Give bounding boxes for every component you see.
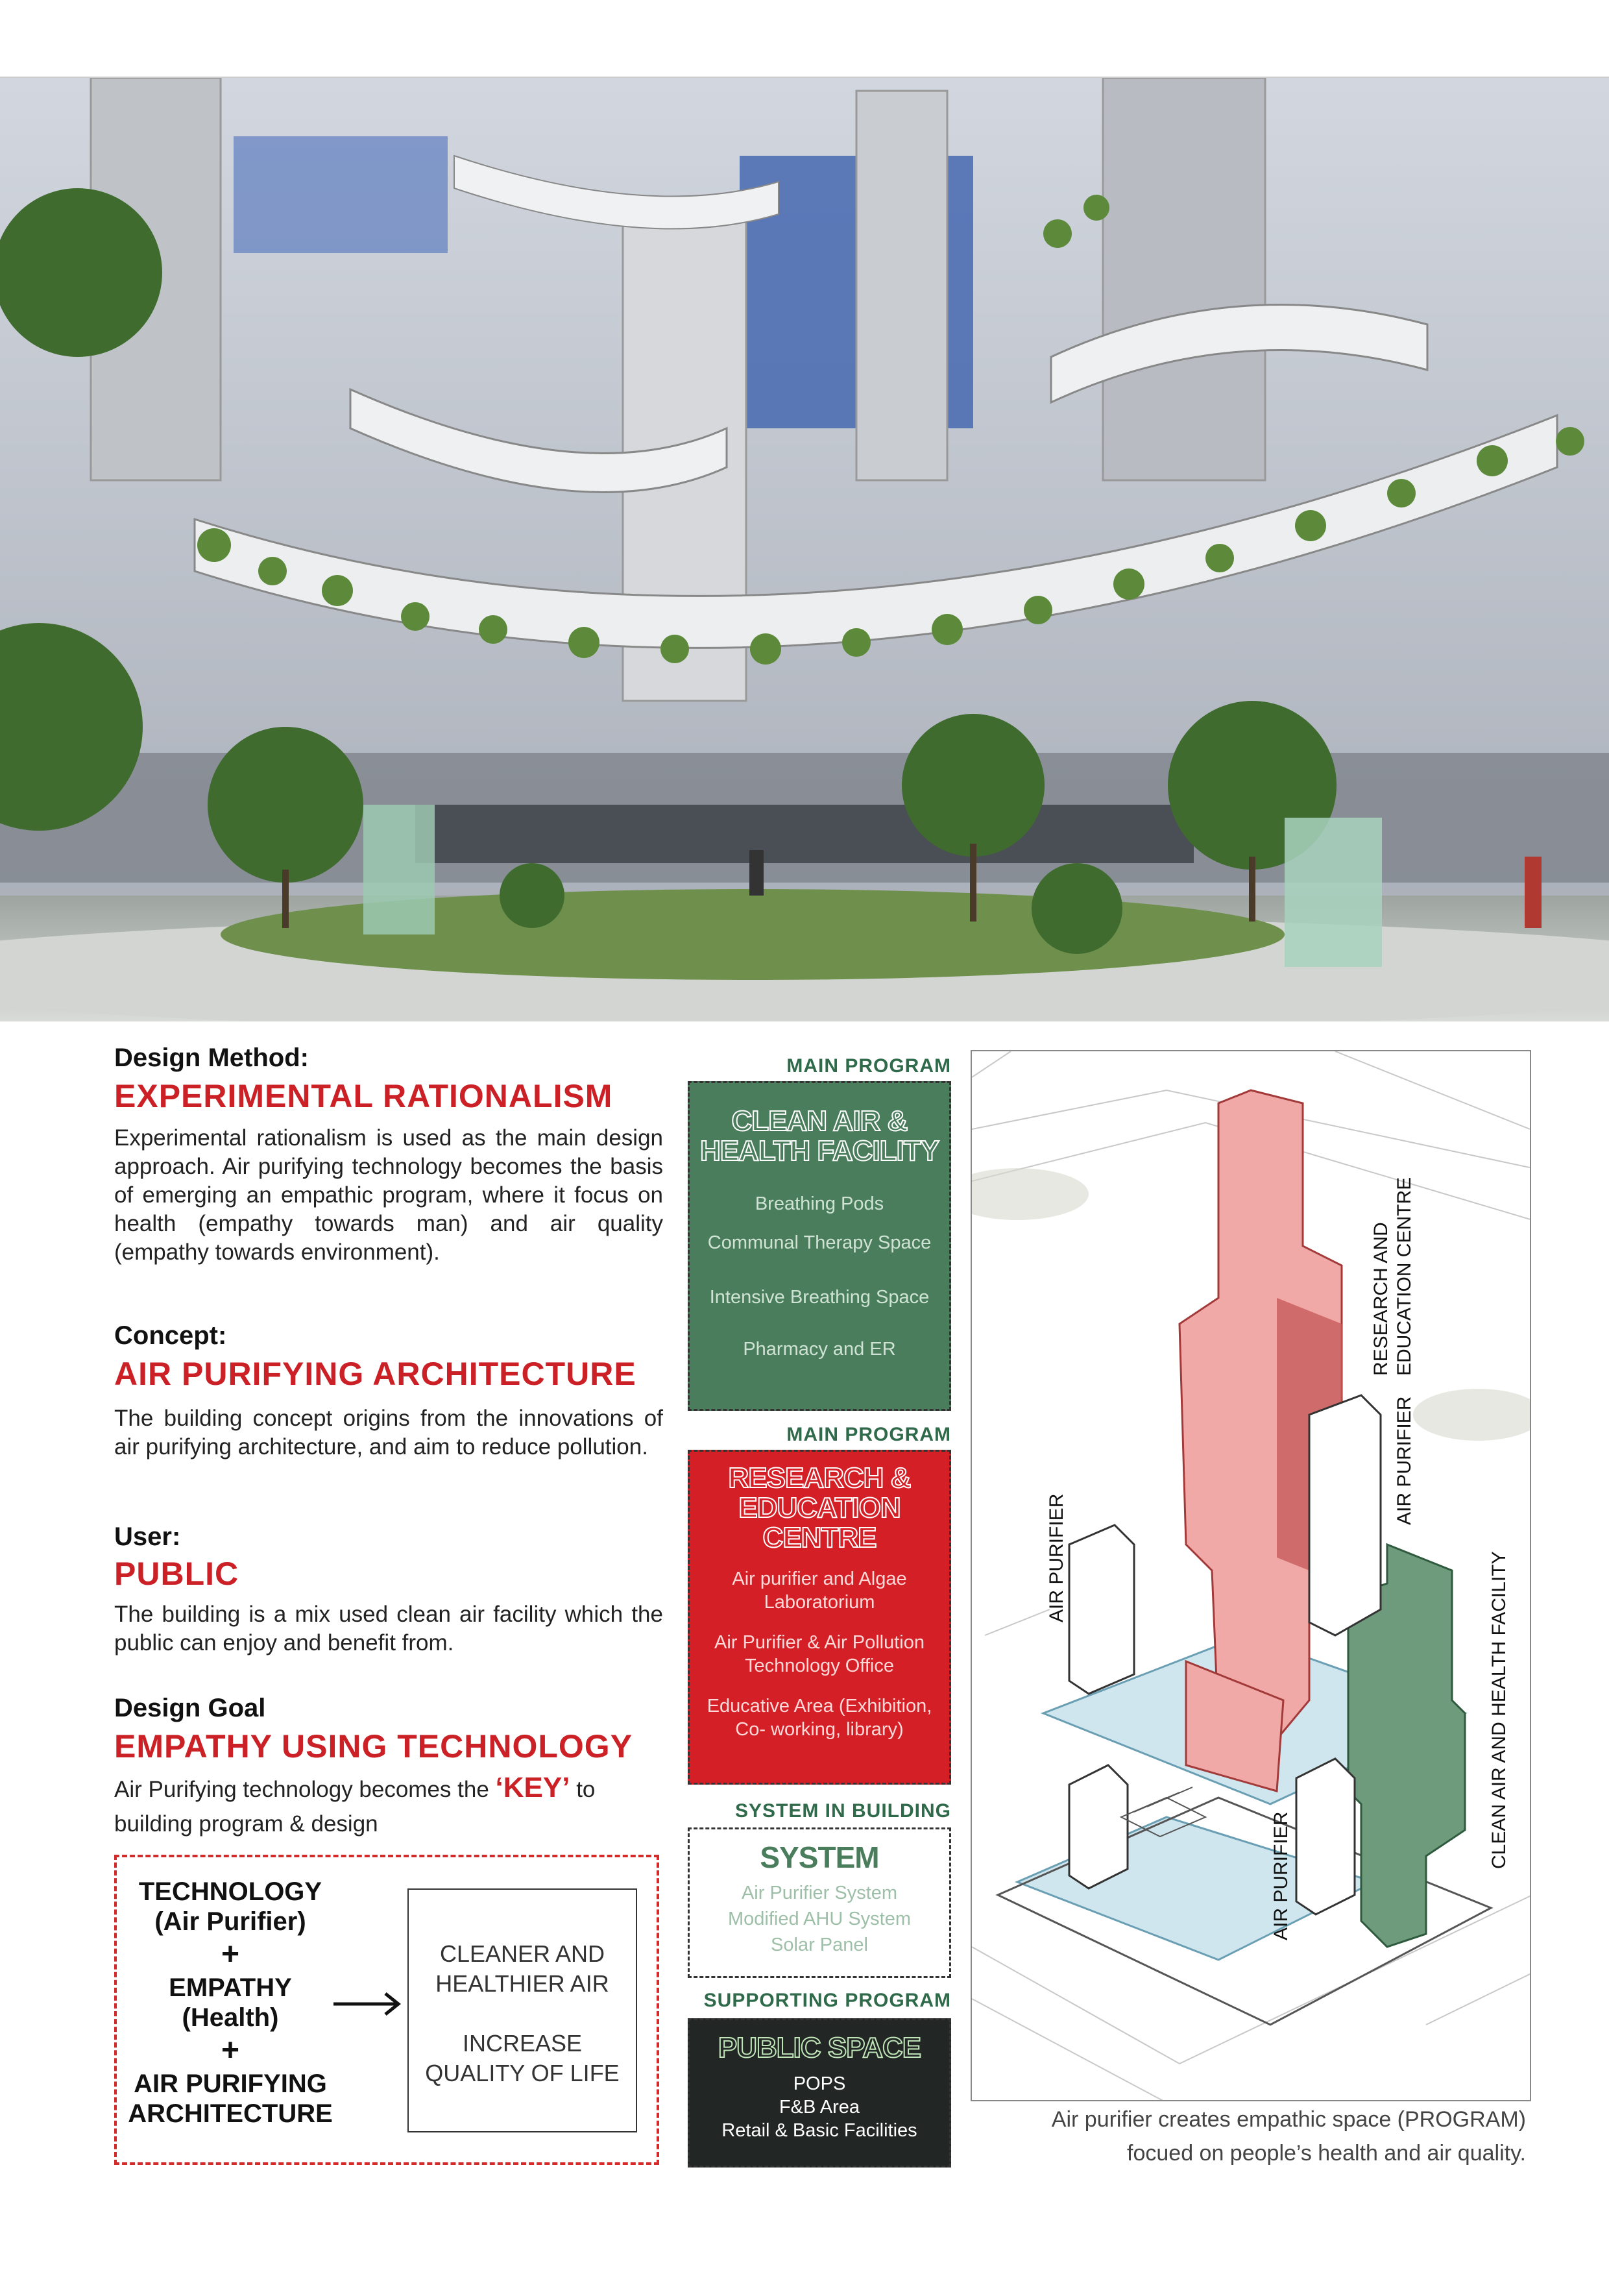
user-body: The building is a mix used clean air facility which the public can enjoy and benefit from.: [114, 1602, 663, 1655]
diagram-caption: [971, 2103, 1526, 2170]
label-air-purifier-left: AIR PURIFIER: [1046, 1493, 1067, 1622]
program-2-title-1: RESEARCH &: [728, 1462, 911, 1494]
program-4-label: SUPPORTING PROGRAM: [703, 1990, 951, 2011]
concept-heading: AIR PURIFYING ARCHITECTURE: [114, 1356, 636, 1392]
concept-label: Concept:: [114, 1321, 227, 1350]
design-method-heading: EXPERIMENTAL RATIONALISM: [114, 1078, 613, 1114]
equation-result: [407, 1888, 637, 2132]
caption-line-2: focued on people’s health and air quality.: [1127, 2141, 1526, 2166]
design-goal-label: Design Goal: [114, 1694, 266, 1722]
program-card-research: [688, 1450, 951, 1785]
program-card-public-space: [688, 2018, 951, 2168]
term-architecture-1: AIR PURIFYING: [134, 2070, 327, 2098]
program-4-item: F&B Area: [779, 2097, 860, 2118]
plus-sign-2: +: [221, 2033, 240, 2068]
caption-line-1: Air purifier creates empathic space (PROGRAM): [1051, 2107, 1526, 2132]
program-2-title-2: EDUCATION: [738, 1492, 901, 1524]
design-method-label: Design Method:: [114, 1044, 309, 1072]
arrow-right-icon: [331, 1991, 402, 2017]
program-4-title: PUBLIC SPACE: [718, 2032, 921, 2064]
program-1-title-2: HEALTH FACILITY: [700, 1135, 939, 1167]
label-research-1: RESEARCH AND: [1370, 1222, 1392, 1376]
design-goal-heading: EMPATHY USING TECHNOLOGY: [114, 1728, 633, 1765]
concept-body: The building concept origins from the innovations of air purifying architecture, and aim to reduce pollution.: [114, 1406, 663, 1459]
design-method-body: Experimental rationalism is used as the main design approach. Air purifying technology becomes the basis of emerging an empathic program, where it focus on health (empathy towards man) and air quality (empathy towards environment).: [114, 1125, 663, 1265]
program-3-item: Modified AHU System: [727, 1909, 912, 1929]
program-2-item: Educative Area (Exhibition,: [707, 1696, 932, 1716]
program-2-item: Laboratorium: [764, 1592, 875, 1613]
user-heading: PUBLIC: [114, 1556, 239, 1592]
goal-text-after: to: [570, 1777, 596, 1802]
goal-text-before: Air Purifying technology becomes the: [114, 1777, 496, 1802]
program-4-item: Retail & Basic Facilities: [721, 2120, 917, 2141]
design-goal-line-1: [114, 1769, 595, 1809]
label-clean-air-facility: CLEAN AIR AND HEALTH FACILITY: [1488, 1551, 1510, 1869]
program-2-item: Co- working, library): [735, 1719, 904, 1740]
program-4-item: POPS: [793, 2073, 846, 2094]
program-card-clean-air: [688, 1081, 951, 1411]
program-card-system: [688, 1827, 951, 1978]
equation-box: [114, 1855, 659, 2165]
label-air-purifier-top: AIR PURIFIER: [1394, 1396, 1415, 1525]
goal-key-word: ‘KEY’: [495, 1772, 570, 1803]
program-3-item: Air Purifier System: [741, 1883, 898, 1903]
design-goal-line-2: building program & design: [114, 1811, 378, 1837]
program-2-item: Air purifier and Algae: [732, 1569, 907, 1589]
program-1-item: Communal Therapy Space: [707, 1232, 932, 1253]
user-label: User:: [114, 1522, 181, 1551]
label-air-purifier-bottom: AIR PURIFIER: [1270, 1811, 1292, 1940]
term-architecture-2: ARCHITECTURE: [128, 2099, 333, 2128]
program-1-item: Breathing Pods: [755, 1193, 884, 1214]
result-2b: QUALITY OF LIFE: [425, 2060, 620, 2086]
term-technology-sub: (Air Purifier): [154, 1907, 306, 1936]
plus-sign-1: +: [221, 1937, 240, 1972]
program-2-item: Technology Office: [745, 1655, 894, 1676]
result-2a: INCREASE: [462, 2030, 583, 2057]
program-1-item: Intensive Breathing Space: [709, 1287, 930, 1308]
equation-terms: [126, 1877, 335, 2129]
term-empathy-sub: (Health): [182, 2003, 279, 2032]
term-technology: TECHNOLOGY: [138, 1877, 322, 1906]
program-2-item: Air Purifier & Air Pollution: [714, 1632, 925, 1653]
label-research-2: EDUCATION CENTRE: [1394, 1177, 1415, 1376]
result-1b: HEALTHIER AIR: [435, 1970, 609, 1997]
program-1-title-1: CLEAN AIR &: [731, 1105, 908, 1137]
term-empathy: EMPATHY: [169, 1973, 292, 2002]
program-3-item: Solar Panel: [771, 1935, 868, 1955]
program-2-label: MAIN PROGRAM: [786, 1424, 951, 1445]
program-3-title: SYSTEM: [760, 1840, 879, 1874]
program-1-item: Pharmacy and ER: [743, 1339, 896, 1360]
result-1a: CLEANER AND: [439, 1940, 605, 1967]
program-1-label: MAIN PROGRAM: [786, 1055, 951, 1077]
program-2-title-3: CENTRE: [762, 1522, 877, 1554]
program-3-label: SYSTEM IN BUILDING: [734, 1800, 951, 1822]
axonometric-diagram: [971, 1050, 1531, 2101]
hero-render-image: [0, 77, 1609, 1021]
